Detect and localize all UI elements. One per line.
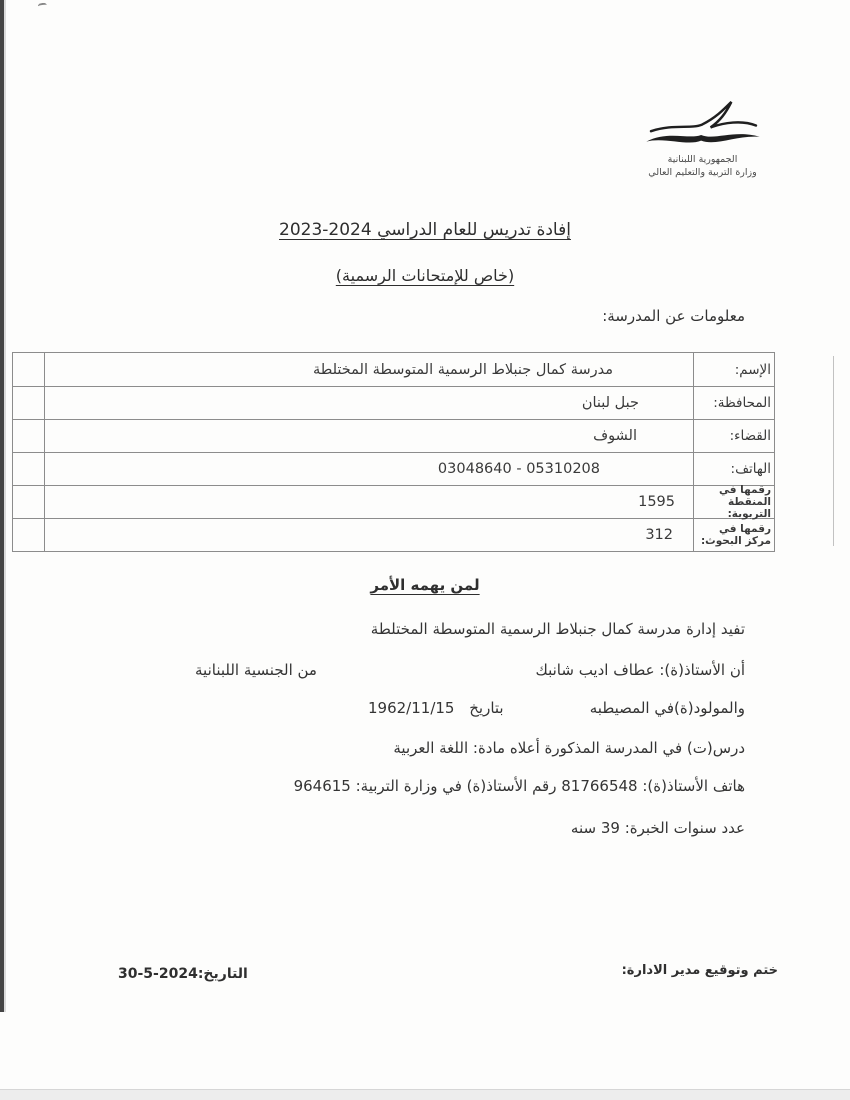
stamp-signature-label: ختم وتوقيع مدير الادارة:	[621, 963, 778, 978]
table-row-name	[12, 353, 775, 387]
body-experience-line: عدد سنوات الخبرة: 39 سنه	[570, 819, 745, 837]
school-info-table	[12, 352, 775, 551]
date-label: التاريخ:2024-5-30	[118, 966, 248, 982]
table-row-phone	[12, 452, 775, 486]
bottom-scan-edge-artifact	[0, 1089, 850, 1100]
row-label: الهاتف:	[730, 460, 771, 477]
body-teacher-name-line: أن الأستاذ(ة): عطاف اديب شانبك	[535, 661, 745, 679]
row-value: 05310208 - 03048640	[437, 460, 600, 477]
body-birthplace-line: والمولود(ة)في المصيطبه	[589, 699, 745, 717]
top-left-scan-mark-artifact	[38, 2, 48, 10]
table-row-district	[12, 419, 775, 453]
body-certify-line: تفيد إدارة مدرسة كمال جنبلاط الرسمية المتوسطة المختلطة	[370, 620, 745, 638]
left-scan-edge-artifact	[0, 0, 4, 1012]
right-scan-line-artifact	[833, 356, 834, 546]
table-left-border	[12, 353, 13, 551]
row-value: 1595	[638, 493, 675, 510]
table-label-separator	[693, 353, 694, 551]
row-label: الإسم:	[734, 361, 771, 378]
salutation-heading: لمن يهمه الأمر	[370, 576, 480, 594]
table-row-governorate	[12, 386, 775, 420]
table-row-zone-number	[12, 485, 775, 519]
body-birthdate-text: بتاريخ 1962/11/15	[368, 699, 504, 717]
row-value: مدرسة كمال جنبلاط الرسمية المتوسطة المختلطة	[312, 361, 613, 378]
row-label: المحافظة:	[713, 394, 771, 411]
logo-country-text: الجمهورية اللبنانية	[667, 154, 738, 165]
table-inner-left-border	[44, 353, 45, 551]
table-row-research-number	[12, 518, 775, 552]
body-phone-line: هاتف الأستاذ(ة): 81766548 رقم الأستاذ(ة) في وزارة التربية: 964615	[293, 777, 745, 795]
row-label: القضاء:	[729, 427, 771, 444]
row-value: الشوف	[593, 427, 637, 444]
table-right-border	[774, 353, 775, 551]
body-subject-line: درس(ت) في المدرسة المذكورة أعلاه مادة: اللغة العربية	[393, 739, 745, 757]
school-info-heading: معلومات عن المدرسة:	[602, 307, 745, 325]
row-label: رقمها في المنقطة التربوية:	[719, 483, 771, 520]
ministry-logo	[625, 100, 780, 178]
logo-ministry-text: وزارة التربية والتعليم العالي	[648, 167, 757, 178]
document-subtitle: (خاص للإمتحانات الرسمية)	[335, 266, 515, 285]
document-title: إفادة تدريس للعام الدراسي 2024-2023	[279, 220, 571, 240]
row-value: 312	[645, 526, 673, 543]
row-label: رقمها في مركز البحوث:	[700, 522, 771, 547]
ministry-open-book-icon	[625, 100, 780, 152]
body-nationality-text: من الجنسية اللبنانية	[195, 661, 317, 679]
row-value: جبل لبنان	[581, 394, 639, 411]
